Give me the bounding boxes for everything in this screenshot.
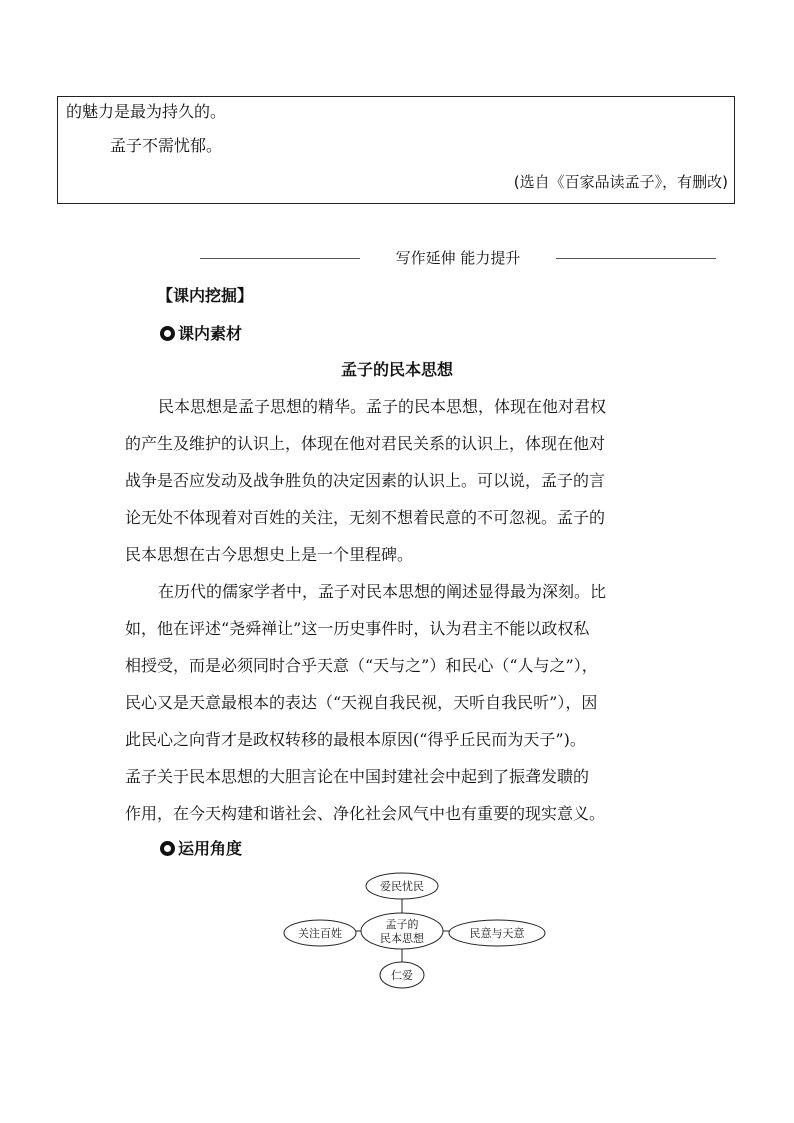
body-line: 民心又是天意最根本的表达（“天视自我民视，天听自我民听”），因 [125, 693, 598, 712]
node-top-label: 爱民忧民 [380, 880, 424, 893]
body-line: 在历代的儒家学者中，孟子对民本思想的阐述显得最为深刻。比 [158, 582, 607, 601]
body-line: 民本思想在古今思想史上是一个里程碑。 [125, 545, 414, 564]
article-title: 孟子的民本思想 [340, 360, 453, 379]
body-line: 如，他在评述“尧舜禅让”这一历史事件时，认为君主不能以政权私 [125, 619, 590, 638]
section-label: 【课内挖掘】 [157, 286, 254, 305]
body-line: 的产生及维护的认识上，体现在他对君民关系的认识上，体现在他对 [125, 434, 606, 453]
body-line: 孟子关于民本思想的大胆言论在中国封建社会中起到了振聋发聩的 [125, 767, 590, 786]
usage-heading-text: 运用角度 [178, 839, 243, 858]
node-left-label: 关注百姓 [298, 927, 342, 940]
body-line: 此民心之向背才是政权转移的最根本原因(“得乎丘民而为天子”)。 [125, 730, 586, 749]
node-bottom-label: 仁爱 [391, 969, 413, 982]
body-line: 战争是否应发动及战争胜负的决定因素的认识上。可以说，孟子的言 [125, 471, 606, 490]
body-line: 论无处不体现着对百姓的关注，无刻不想着民意的不可忽视。孟子的 [125, 508, 606, 527]
body-line: 民本思想是孟子思想的精华。孟子的民本思想，体现在他对君权 [158, 397, 607, 416]
excerpt-line-2: 孟子不需忧郁。 [110, 136, 223, 155]
node-right-label: 民意与天意 [469, 927, 525, 940]
body-line: 相授受，而是必须同时合乎天意（“天与之”）和民心（“人与之”）， [125, 656, 598, 675]
material-heading-text: 课内素材 [178, 324, 243, 343]
excerpt-line-1: 的魅力是最为持久的。 [66, 102, 227, 121]
excerpt-source: (选自《百家品读孟子》，有删改) [513, 173, 728, 191]
body-line: 作用，在今天构建和谐社会、净化社会风气中也有重要的现实意义。 [125, 804, 606, 823]
divider-text: 写作延伸 能力提升 [395, 249, 521, 267]
center-node-line-2: 民本思想 [380, 932, 424, 945]
center-node-line-1: 孟子的 [385, 918, 419, 931]
